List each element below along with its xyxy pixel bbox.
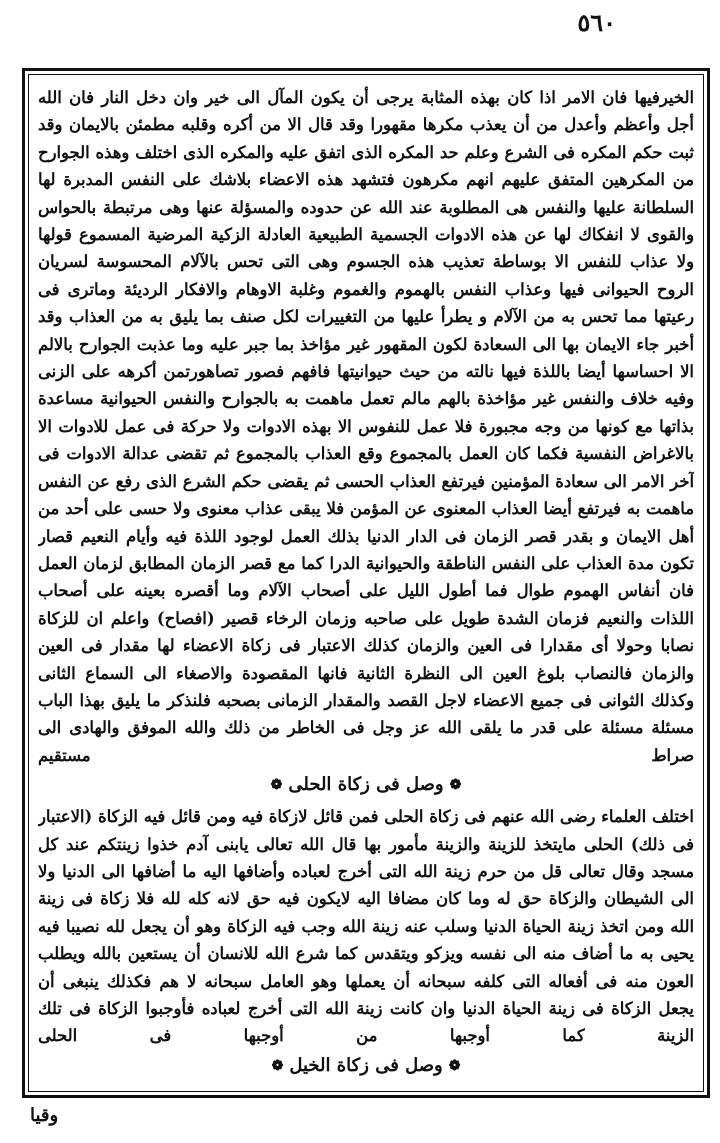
paragraph-intro: الخيرفيها فان الامر اذا كان بهذه المثابة يرجى أن يكون المآل الى خير وان دخل النار فان الله أجل وأعظم وأعدل من أن يعذب مكرها مقهورا وقد قال الا من أكره وقلبه مطمئن بالايمان وقد ثبت حكم المكره فى الشرع وعلم حد المكره الذى اتفق عليه والمكره الذى اختلف وهذه الجوارح من المكرهين المتفق عليهم انهم مكرهون فتشهد هذه الاعضاء بلاشك على النفس المدبرة لها السلطانة عليها والنفس هى المطلوبة عند الله عن حدوده والمسؤلة عنها وهى مرتبطة بالحواس والقوى لا انفكاك لها عن هذه الادوات الجسمية الطبيعية العادلة الزكية المرضية المسموع قولها ولا عذاب للنفس الا بوساطة تعذيب هذه الجسوم وهى التى تحس بالآلام المحسوسة لسريان الروح الحيوانى فيها وعذاب النفس بالهموم والغموم وغلبة الاوهام والافكار الرديئة وماترى فى رعيتها مما تحس به من الآلام و يطرأ عليها من التغييرات لكل صنف بما يليق به من العذاب وقد أخبر جاء الايمان بها الى السعادة لكون المقهور غير مؤاخذ بما جبر عليه وما عذبت الجوارح بالالم الا احساسها أيضا باللذة فيها نالته من حيث حيوانيتها فافهم فصور تصاهورتمن أكرهه على الزنى وفيه خلاف والنفس غير مؤاخذة بالهم مالم تعمل ماهمت به بالجوارح والنفس الحيوانية مساعدة بذاتها مع كونها من وجه مجبورة فلا عمل للنفوس الا بهذه الادوات ولا حركة فى عمل للادوات الا بالاغراض النفسية فكما كان العمل بالمجموع وقع العذاب بالمجموع ثم تقضى عدالة الادوات فى آخر الامر الى سعادة المؤمنين فيرتفع العذاب الحسى ثم يقضى حكم الشرع الذى رفع عن النفس ماهمت به فيرتفع أيضا العذاب المعنوى عن المؤمن فلا يبقى عذاب معنوى ولا حسى على أحد من أهل الايمان و بقدر قصر الزمان فى الدار الدنيا بذلك العمل لوجود اللذة فيه وأيام النعيم قصار تكون مدة العذاب على النفس الناطقة والحيوانية الدرا كما مع قصر الزمان المطابق لزمان العمل فان أنفاس الهموم طوال فما أطول الليل على أصحاب الآلام وما أقصره بعينه على أصحاب اللذات والنعيم فزمان الشدة طويل على صاحبه وزمان الرخاء قصير (افصاح) واعلم ان للزكاة نصابا وحولا أى مقدارا فى العين والزمان كذلك الاعتبار فى زكاة الاعضاء لها مقدار فى العين والزمان فالنصاب بلوغ العين الى النظرة الثانية فانها المقصودة والاصغاء الى السماع الثانى وكذلك الثوانى فى جميع الاعضاء لاجل القصد والمقدار الزمانى بصحبه فلنذكر ما يليق بهذا الباب مسئلة مسئلة على قدر ما يلقى الله عز وجل فى الخاطر من ذلك والله الموفق والهادى الى صراط مستقيم [38, 88, 694, 765]
heading-text: وصل فى زكاة الخيل [289, 1054, 443, 1076]
ornament-icon: ❁ [270, 777, 283, 794]
page-number: ٥٦٠ [577, 8, 616, 37]
section-heading-khayl [38, 1052, 694, 1080]
ornament-icon: ❁ [271, 1057, 284, 1074]
main-text-block [38, 84, 694, 1084]
catchword: وقيا [30, 1105, 59, 1126]
paragraph-hali: اختلف العلماء رضى الله عنهم فى زكاة الحلى فمن قائل لازكاة فيه ومن قائل فيه الزكاة (الاعتبار فى ذلك) الحلى مايتخذ للزينة والزينة مأمور بها قال الله تعالى يابنى آدم خذوا زينتكم عند كل مسجد وقال تعالى قل من حرم زينة الله التى أخرج لعباده وأضافها اليه ما أضافها الى الدنيا ولا الى الشيطان والزكاة حق له وما كان مضافا اليه لايكون فيه حق لانه كله لله فلا زكاة فى زينة الله ومن اتخذ زينة الحياة الدنيا وسلب عنه زينة الله وجب فيه الزكاة وهو أن يجعل لله نصيبا فيه يحيى به ما أضاف منه الى نفسه ويزكو ويتقدس كما شرع الله للانسان أن يستعين بالله ويطلب العون منه فى أفعاله التى كلفه سبحانه أن يعملها وهو العامل سبحانه لا هم فكذلك ينبغى أن يجعل الزكاة فى زينة الحياة الدنيا وان كانت زينة الله التى أخرج لعباده فأوجبوا الزكاة فى تلك الزينة كما أوجبها من أوجبها فى الحلى [38, 807, 694, 1046]
section-heading-hali [38, 771, 694, 799]
ornament-icon: ❁ [449, 777, 462, 794]
heading-text: وصل فى زكاة الحلى [288, 774, 444, 796]
ornament-icon: ❁ [448, 1057, 461, 1074]
